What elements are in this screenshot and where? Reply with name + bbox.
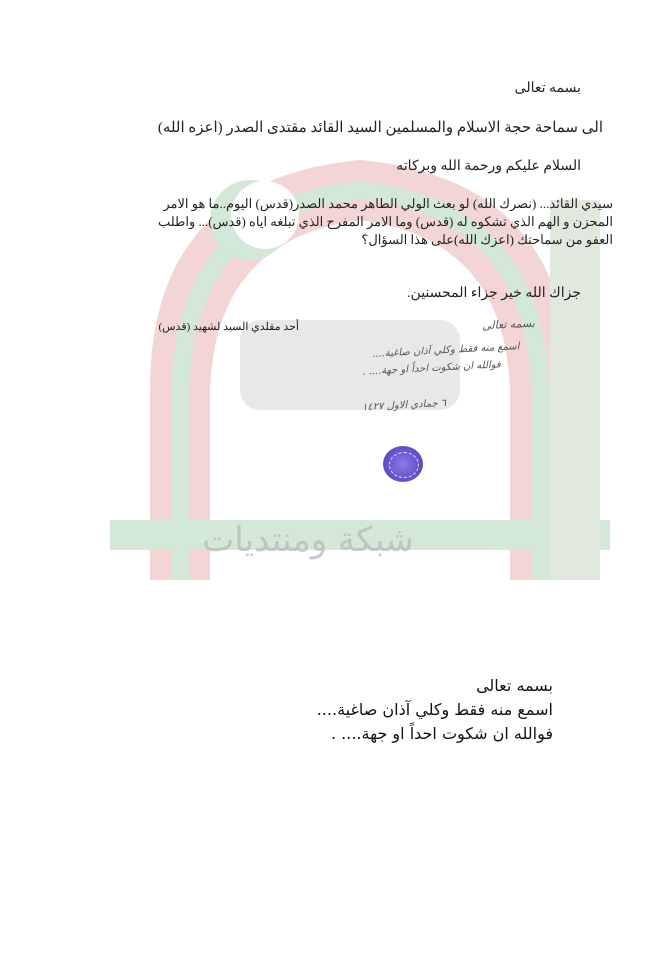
transcription-line-2: فوالله ان شكوت احداً او جهة.... .: [330, 724, 553, 743]
transcription-line-1: اسمع منه فقط وكلي آذان صاغية....: [316, 700, 553, 719]
transcription-basmala: بسمه تعالى: [476, 676, 553, 695]
watermark-text: شبكة ومنتديات: [202, 520, 414, 560]
handwritten-line-1: اسمع منه فقط وكلي آذان صاغية....: [371, 341, 520, 360]
handwritten-date: ٦ جمادي الاول ١٤٢٧: [361, 397, 447, 414]
letter-body: سيدي القائد... (نصرك الله) لو بعث الولي الطاهر محمد الصدر(قدس) اليوم..ما هو الامر المحزن و الهم الذي تشكوه له (قدس) وما الامر المفرح الذي تبلغه اياه (قدس)... واطلب العفو من سماحتك (اعزك الله)على هذا السؤال؟: [157, 196, 613, 247]
letter-greeting: السلام عليكم ورحمة الله وبركاته: [396, 159, 581, 174]
letter-thanks: جزاك الله خير جزاء المحسنين.: [407, 286, 581, 301]
letter-signature: أحد مقلدي السيد لشهيد (قدس): [158, 321, 299, 333]
official-seal-stamp: [383, 446, 423, 482]
letter-address: الى سماحة حجة الاسلام والمسلمين السيد القائد مقتدى الصدر (اعزه الله): [157, 120, 603, 136]
handwritten-line-2: فوالله ان شكوت احداً او جهة.... .: [361, 359, 501, 378]
handwritten-basmala: بسمه تعالى: [481, 316, 536, 333]
letter-basmala: بسمه تعالى: [514, 81, 581, 96]
